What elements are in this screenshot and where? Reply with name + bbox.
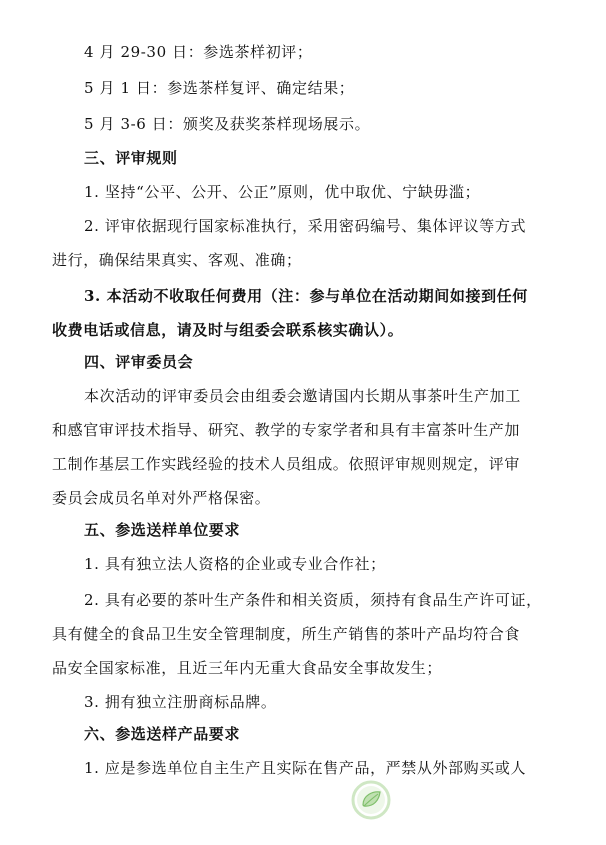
section-3-item-2-line-2: 进行，确保结果真实、客观、准确； [52, 251, 302, 269]
section-4-title: 四、评审委员会 [84, 353, 194, 371]
leaf-logo-icon [351, 780, 391, 820]
section-5-item-2-line-1: 2. 具有必要的茶叶生产条件和相关资质，须持有食品生产许可证， [84, 591, 542, 609]
section-3-title: 三、评审规则 [84, 149, 178, 167]
section-5-item-2-line-3: 品安全国家标准，且近三年内无重大食品安全事故发生； [52, 659, 443, 677]
section-4-para-line-3: 工制作基层工作实践经验的技术人员组成。依照评审规则规定，评审 [52, 455, 521, 473]
section-5-title: 五、参选送样单位要求 [84, 521, 241, 539]
schedule-line-3: 5 月 3-6 日：颁奖及获奖茶样现场展示。 [84, 115, 371, 133]
section-6-title: 六、参选送样产品要求 [84, 725, 241, 743]
section-4-para-line-4: 委员会成员名单对外严格保密。 [52, 489, 271, 507]
section-6-item-1-line-1: 1. 应是参选单位自主生产且实际在售产品，严禁从外部购买或人 [84, 759, 527, 777]
section-4-para-line-2: 和感官审评技术指导、研究、教学的专家学者和具有丰富茶叶生产加 [52, 421, 521, 439]
schedule-line-1: 4 月 29-30 日：参选茶样初评； [84, 43, 313, 61]
schedule-line-2: 5 月 1 日：参选茶样复评、确定结果； [84, 79, 355, 97]
section-4-para-line-1: 本次活动的评审委员会由组委会邀请国内长期从事茶叶生产加工 [84, 387, 521, 405]
section-5-item-2-line-2: 具有健全的食品卫生安全管理制度，所生产销售的茶叶产品均符合食 [52, 625, 521, 643]
section-3-item-2-line-1: 2. 评审依据现行国家标准执行，采用密码编号、集体评议等方式 [84, 217, 527, 235]
section-3-item-1: 1. 坚持“公平、公开、公正”原则，优中取优、宁缺毋滥； [84, 183, 481, 201]
section-3-item-3-line-2: 收费电话或信息，请及时与组委会联系核实确认）。 [52, 321, 404, 339]
section-5-item-1: 1. 具有独立法人资格的企业或专业合作社； [84, 555, 386, 573]
section-3-item-3-line-1: 3. 本活动不收取任何费用（注：参与单位在活动期间如接到任何 [84, 287, 528, 305]
section-5-item-3: 3. 拥有独立注册商标品牌。 [84, 693, 277, 711]
